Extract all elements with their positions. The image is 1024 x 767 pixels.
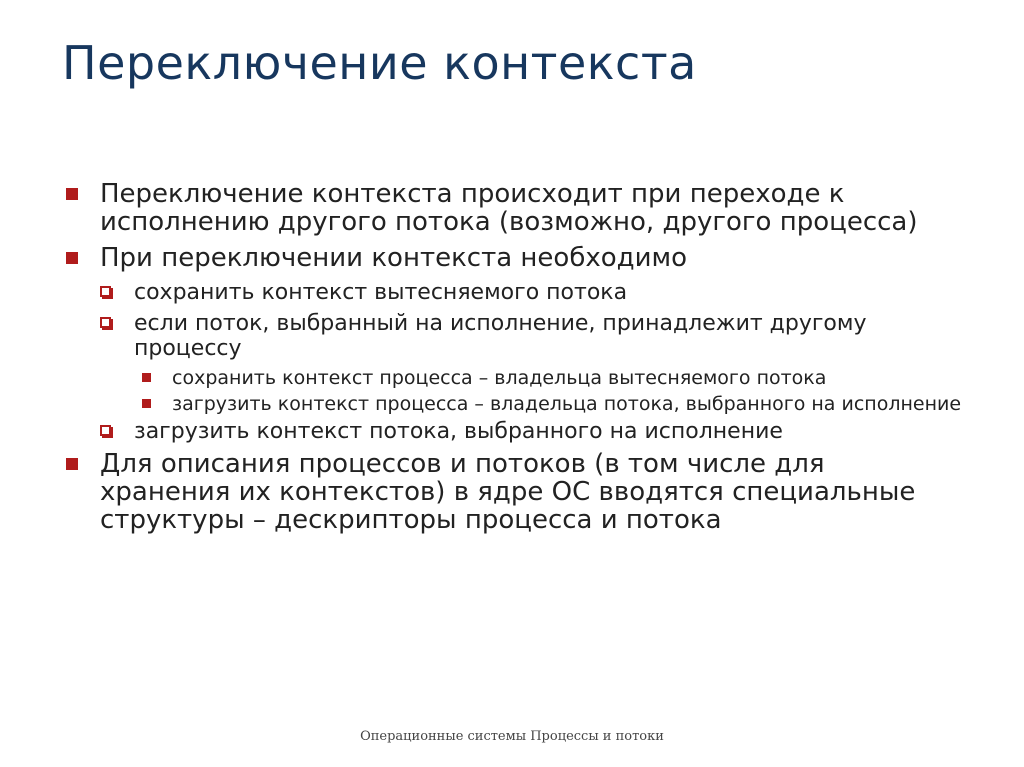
square-bullet-icon [66,458,78,470]
square-bullet-icon [66,188,78,200]
slide-footer: Операционные системы Процессы и потоки [360,729,664,744]
sub-bullet-item [62,280,962,305]
sub-bullet-text: сохранить контекст вытесняемого потока [134,280,628,305]
sub-bullet-text: загрузить контекст потока, выбранного на исполнение [134,419,783,444]
sub-bullet-text: если поток, выбранный на исполнение, принадлежит другому процессу [134,311,867,361]
slide-title: Переключение контекста [62,36,697,90]
bullet-text: Для описания процессов и потоков (в том числе для хранения их контекстов) в ядре ОС вводятся специальные структуры – дескрипторы процесса и потока [100,449,916,535]
slide-content [62,180,962,542]
hollow-square-bullet-icon [100,425,111,436]
sub-sub-bullet-text: загрузить контекст процесса – владельца потока, выбранного на исполнение [172,393,962,415]
bullet-item [62,180,962,236]
sub-sub-bullet-item [62,367,962,389]
square-bullet-icon [66,252,78,264]
hollow-square-bullet-icon [100,317,111,328]
bullet-text: При переключении контекста необходимо [100,243,688,273]
sub-sub-bullet-item [62,393,962,415]
sub-bullet-item [62,419,962,444]
sub-bullet-item [62,311,962,361]
sub-sub-bullet-text: сохранить контекст процесса – владельца вытесняемого потока [172,367,827,389]
bullet-item [62,244,962,272]
small-square-bullet-icon [142,399,151,408]
bullet-item [62,450,962,534]
hollow-square-bullet-icon [100,286,111,297]
bullet-text: Переключение контекста происходит при переходе к исполнению другого потока (возможно, другого процесса) [100,179,918,237]
small-square-bullet-icon [142,373,151,382]
